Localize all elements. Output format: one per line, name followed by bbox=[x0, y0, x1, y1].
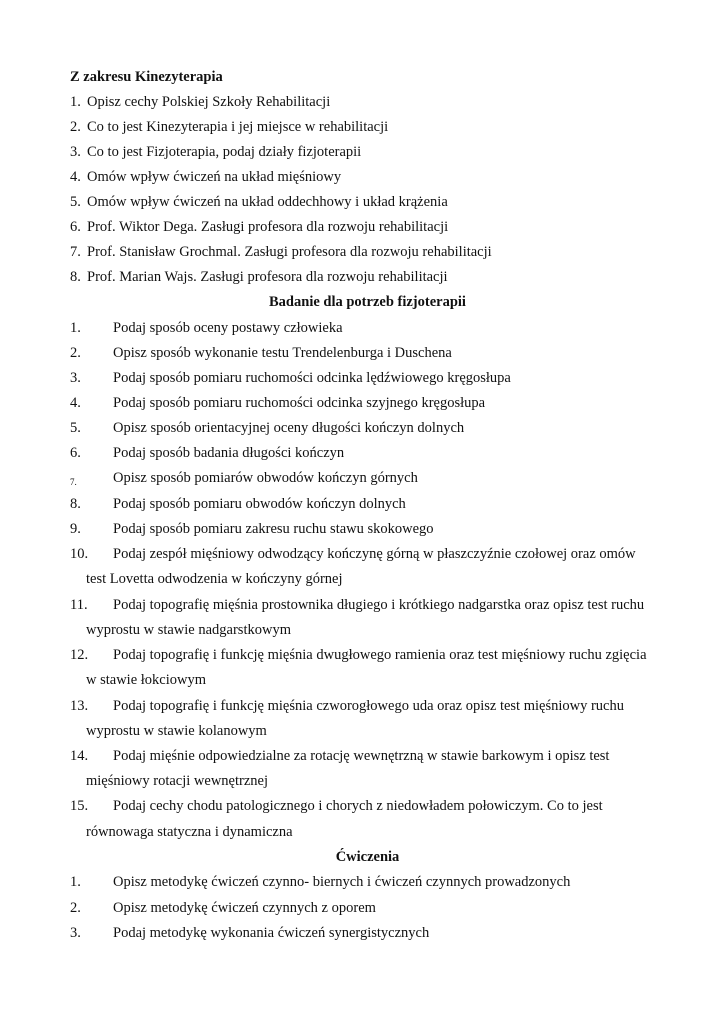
list-item bbox=[70, 794, 665, 819]
list-item bbox=[70, 90, 665, 115]
list-item bbox=[70, 921, 665, 946]
list-item bbox=[70, 441, 665, 466]
list-item bbox=[70, 896, 665, 921]
item-text: Podaj sposób pomiaru obwodów kończyn dolnych bbox=[113, 496, 406, 512]
item-number: 1. bbox=[70, 320, 81, 336]
item-number: 7. bbox=[70, 477, 77, 487]
item-text: Opisz sposób wykonanie testu Trendelenburga i Duschena bbox=[113, 345, 452, 361]
list-item bbox=[70, 391, 665, 416]
item-number: 3. bbox=[70, 925, 81, 941]
item-number: 3. bbox=[70, 370, 81, 386]
list-item-continuation: w stawie łokciowym bbox=[86, 672, 207, 688]
item-number: 4. bbox=[70, 169, 81, 185]
list-item-continuation: test Lovetta odwodzenia w kończyny górnej bbox=[86, 571, 343, 587]
item-text: Podaj sposób pomiaru ruchomości odcinka lędźwiowego kręgosłupa bbox=[113, 370, 511, 386]
list-item bbox=[70, 366, 665, 391]
item-number: 8. bbox=[70, 496, 81, 512]
list-item bbox=[70, 240, 665, 265]
list-item bbox=[70, 265, 665, 290]
item-text: Opisz metodykę ćwiczeń czynno- biernych i ćwiczeń czynnych prowadzonych bbox=[113, 874, 571, 890]
item-text: Opisz metodykę ćwiczeń czynnych z oporem bbox=[113, 900, 376, 916]
list-item bbox=[70, 593, 665, 618]
item-number: 3. bbox=[70, 144, 81, 160]
item-text: Podaj sposób badania długości kończyn bbox=[113, 445, 345, 461]
item-text: Opisz sposób pomiarów obwodów kończyn górnych bbox=[113, 470, 418, 486]
item-text: Podaj zespół mięśniowy odwodzący kończynę górną w płaszczyźnie czołowej oraz omów bbox=[113, 546, 636, 562]
list-item-continuation: wyprostu w stawie kolanowym bbox=[86, 723, 267, 739]
section-badanie-title: Badanie dla potrzeb fizjoterapii bbox=[269, 294, 466, 310]
list-item-continuation: mięśniowy rotacji wewnętrznej bbox=[86, 773, 268, 789]
list-item bbox=[70, 215, 665, 240]
list-item bbox=[70, 542, 665, 567]
item-number: 4. bbox=[70, 395, 81, 411]
list-item bbox=[70, 694, 665, 719]
list-item bbox=[70, 115, 665, 140]
item-number: 2. bbox=[70, 345, 81, 361]
item-number: 5. bbox=[70, 194, 81, 210]
item-number: 5. bbox=[70, 420, 81, 436]
item-text: Podaj sposób oceny postawy człowieka bbox=[113, 320, 343, 336]
item-number: 13. bbox=[70, 698, 89, 714]
item-text: Podaj topografię i funkcję mięśnia czworogłowego uda oraz opisz test mięśniowy ruchu bbox=[113, 698, 624, 714]
item-text: Co to jest Fizjoterapia, podaj działy fizjoterapii bbox=[87, 144, 362, 160]
item-text: Prof. Marian Wajs. Zasługi profesora dla rozwoju rehabilitacji bbox=[87, 269, 448, 285]
item-text: Podaj sposób pomiaru ruchomości odcinka szyjnego kręgosłupa bbox=[113, 395, 486, 411]
list-item bbox=[70, 165, 665, 190]
item-number: 7. bbox=[70, 244, 81, 260]
list-item bbox=[70, 643, 665, 668]
item-text: Co to jest Kinezyterapia i jej miejsce w rehabilitacji bbox=[87, 119, 389, 135]
item-text: Podaj topografię i funkcję mięśnia dwugłowego ramienia oraz test mięśniowy ruchu zgięcia bbox=[113, 647, 647, 663]
list-item bbox=[70, 492, 665, 517]
item-text: Opisz cechy Polskiej Szkoły Rehabilitacji bbox=[87, 94, 331, 110]
list-item bbox=[70, 190, 665, 215]
list-item bbox=[70, 870, 665, 895]
list-item bbox=[70, 341, 665, 366]
item-number: 1. bbox=[70, 94, 81, 110]
item-number: 6. bbox=[70, 219, 81, 235]
section-cwiczenia-title: Ćwiczenia bbox=[335, 849, 400, 865]
item-text: Omów wpływ ćwiczeń na układ oddechhowy i układ krążenia bbox=[87, 194, 448, 210]
item-number: 10. bbox=[70, 546, 89, 562]
item-text: Omów wpływ ćwiczeń na układ mięśniowy bbox=[87, 169, 342, 185]
item-text: Podaj topografię mięśnia prostownika długiego i krótkiego nadgarstka oraz opisz test ruchu bbox=[113, 597, 645, 613]
item-number: 8. bbox=[70, 269, 81, 285]
item-number: 1. bbox=[70, 874, 81, 890]
list-item-continuation: równowaga statyczna i dynamiczna bbox=[86, 824, 293, 840]
list-item bbox=[70, 466, 665, 491]
item-text: Podaj cechy chodu patologicznego i chorych z niedowładem połowiczym. Co to jest bbox=[113, 798, 603, 814]
item-text: Opisz sposób orientacyjnej oceny długości kończyn dolnych bbox=[113, 420, 465, 436]
list-item bbox=[70, 416, 665, 441]
list-item bbox=[70, 744, 665, 769]
list-item bbox=[70, 517, 665, 542]
item-number: 2. bbox=[70, 900, 81, 916]
item-number: 6. bbox=[70, 445, 81, 461]
item-number: 2. bbox=[70, 119, 81, 135]
item-number: 12. bbox=[70, 647, 89, 663]
item-text: Podaj sposób pomiaru zakresu ruchu stawu skokowego bbox=[113, 521, 434, 537]
item-number: 9. bbox=[70, 521, 81, 537]
section-kinezyterapia-title: Z zakresu Kinezyterapia bbox=[70, 69, 223, 85]
item-text: Prof. Wiktor Dega. Zasługi profesora dla rozwoju rehabilitacji bbox=[87, 219, 449, 235]
item-number: 11. bbox=[70, 597, 88, 613]
item-number: 14. bbox=[70, 748, 89, 764]
item-number: 15. bbox=[70, 798, 89, 814]
list-item-continuation: wyprostu w stawie nadgarstkowym bbox=[86, 622, 291, 638]
item-text: Podaj metodykę wykonania ćwiczeń synergistycznych bbox=[113, 925, 430, 941]
list-item bbox=[70, 316, 665, 341]
item-text: Prof. Stanisław Grochmal. Zasługi profesora dla rozwoju rehabilitacji bbox=[87, 244, 492, 260]
item-text: Podaj mięśnie odpowiedzialne za rotację wewnętrzną w stawie barkowym i opisz test bbox=[113, 748, 610, 764]
list-item bbox=[70, 140, 665, 165]
